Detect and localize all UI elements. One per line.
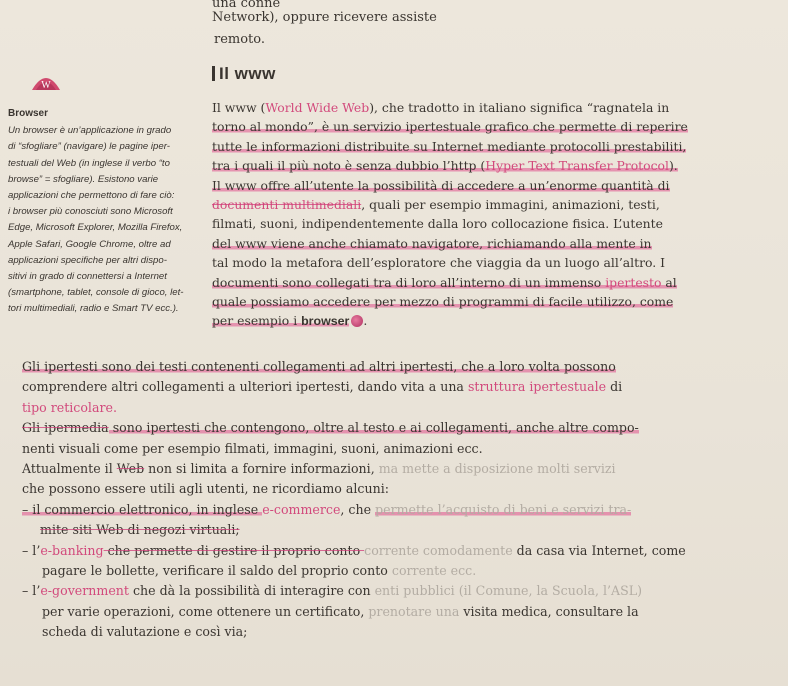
text-run: , quali per esempio immagini, animazioni, testi, [361,197,660,213]
list-item-ebanking-cont [22,561,782,581]
highlighted-text: Il www offre all’utente la possibilità di accedere a un’enorme quantità di [212,177,670,193]
text-line [22,377,782,397]
sidebar-line: i browser più conosciuti sono Microsoft [8,206,173,218]
text-line: che possono essere utili agli utenti, ne ricordiamo alcuni: [22,481,389,497]
text-run: visita medica, consultare la [459,603,639,619]
cut-line-3: remoto. [214,32,266,47]
text-line [212,137,780,156]
highlighted-text: sono ipertesti che contengono, oltre al testo e ai collegamenti, anche altre compo- [108,420,639,436]
faded-text: corrente ecc. [391,563,477,579]
struck-text: che permette di gestire il proprio conto [103,542,365,558]
svg-text:W: W [41,80,51,91]
text-run: che dà la possibilità di interagire con [128,583,375,599]
text-line [212,117,780,136]
list-item-ecommerce-cont [22,520,782,540]
sidebar-line: tori multimediali, radio e Smart TV ecc.). [8,303,179,315]
sidebar-line: Edge, Microsoft Explorer, Mozilla Firefox, [8,222,183,234]
term-browser: browser [301,314,350,329]
faded-text: permette l’acquisto di beni e servizi tra- [375,501,632,517]
list-item-egovernment [22,581,782,601]
list-item-ecommerce [22,500,782,520]
text-line [22,418,782,438]
cut-line-2: Network), oppure ricevere assiste [212,10,437,25]
highlighted-text: ). [668,158,678,174]
text-run: di [606,379,623,395]
highlighted-text: al [661,274,677,290]
text-line [212,311,780,331]
heading-bar [212,66,215,81]
browser-sidebar-note [8,106,208,318]
term-ebanking: e-banking [40,542,104,558]
sidebar-line: browse” = sfogliare). Esistono varie [8,173,159,185]
text-run: non si limita a fornire informazioni, [144,461,379,477]
sidebar-line: Apple Safari, Google Chrome, oltre ad [8,238,171,250]
highlighted-text: Gli ipertesti sono dei testi contenenti collegamenti ad altri ipertesti, che a loro volta possono [22,359,616,374]
text-line [212,292,780,311]
text-line [22,459,782,479]
text-line [212,176,780,195]
text-run: – l’ [22,542,41,558]
cut-line-1: una conne [212,0,281,11]
text-line [212,98,780,117]
www-paragraph [212,98,780,332]
heading-text: Il www [219,64,276,83]
text-line: tal modo la metafora dell’esploratore che viaggia da un luogo all’altro. I [212,255,666,271]
text-run: nenti visuali come per esempio filmati, immagini, suoni, animazioni ecc. [22,440,483,456]
text-run: Il www ( [212,100,266,115]
highlighted-text: del www viene anche chiamato navigatore, richiamando alla mente in [212,235,652,251]
sidebar-line: Un browser è un’applicazione in grado [8,125,172,137]
faded-text: prenotare una [368,603,460,619]
highlighted-text: quale possiamo accedere per mezzo di programmi di facile utilizzo, come [212,294,674,310]
term-world-wide-web: World Wide Web [265,100,370,115]
text-line [212,273,780,292]
term-ipermedia: Gli ipermedia [22,420,109,436]
faded-text: corrente comodamente [364,542,513,558]
sidebar-line: sitivi in grado di connettersi a Internet [8,271,167,283]
sidebar-line: applicazioni specifiche per altri dispo- [8,254,167,266]
text-run: comprendere altri collegamenti a ulteriori ipertesti, dando vita a una [22,379,468,395]
term-tipo-reticolare: tipo reticolare. [22,399,117,415]
sidebar-line: testuali del Web (in inglese il verbo “to [8,157,170,169]
list-item-egovernment-cont: scheda di valutazione e così via; [42,624,248,640]
text-run: – l’ [22,583,41,599]
faded-text: enti pubblici [374,583,455,599]
text-run: Attualmente il [22,461,117,477]
highlighted-text: tutte le informazioni distribuite su Internet mediante protocolli prestabiliti, [212,138,687,154]
text-line [212,195,780,214]
wikipedia-style-logo-icon [30,70,62,98]
text-run: per varie operazioni, come ottenere un certificato, [42,603,369,619]
text-line: filmati, suoni, indipendentemente dalla loro collocazione fisica. L’utente [212,216,663,232]
list-item-ebanking [22,541,782,561]
sidebar-line: (smartphone, tablet, console di gioco, let- [8,287,184,299]
text-line [22,398,782,418]
text-run: . [363,313,368,329]
term-ipertesto: ipertesto [605,274,662,290]
section-heading [212,64,276,84]
term-egovernment: e-government [40,583,129,599]
sidebar-line: di “sfogliare” (navigare) le pagine iper- [8,141,170,153]
highlighted-text: – il commercio elettronico, in inglese [22,501,263,517]
highlighted-text: tra i quali il più noto è senza dubbio l’http ( [212,158,486,174]
faded-text: (il Comune, la Scuola, l’ASL) [454,583,643,599]
hypertext-paragraphs [22,357,782,643]
term-struttura-ipertestuale: struttura ipertestuale [467,379,607,395]
text-run: , che [340,501,376,517]
list-item-egovernment-cont [22,602,782,622]
text-line [212,234,780,253]
term-ecommerce: e-commerce [262,501,341,517]
highlighted-text: torno al mondo”, è un servizio ipertestuale grafico che permette di reperire [212,119,688,135]
text-run: da casa via Internet, come [512,542,686,558]
text-line [212,156,780,175]
text-run: ), che tradotto in italiano significa “ragnatela in [369,100,670,115]
browser-globe-icon [351,315,363,327]
faded-text: ma mette a disposizione molti servizi [378,461,616,477]
sidebar-line: applicazioni che permettono di fare ciò: [8,190,175,202]
term-http: Hyper Text Transfer Protocol [485,158,669,174]
sidebar-title: Browser [8,108,49,119]
text-line [22,357,782,377]
highlighted-text: per esempio i [212,313,302,329]
struck-text: mite siti Web di negozi virtuali; [40,522,240,538]
text-run: pagare le bollette, verificare il saldo del proprio conto [42,563,392,579]
highlighted-text: documenti sono collegati tra di loro all’interno di un immenso [212,274,606,290]
text-line [22,439,782,459]
term-documenti-multimediali: documenti multimediali [212,197,362,213]
term-web: Web [116,461,145,477]
